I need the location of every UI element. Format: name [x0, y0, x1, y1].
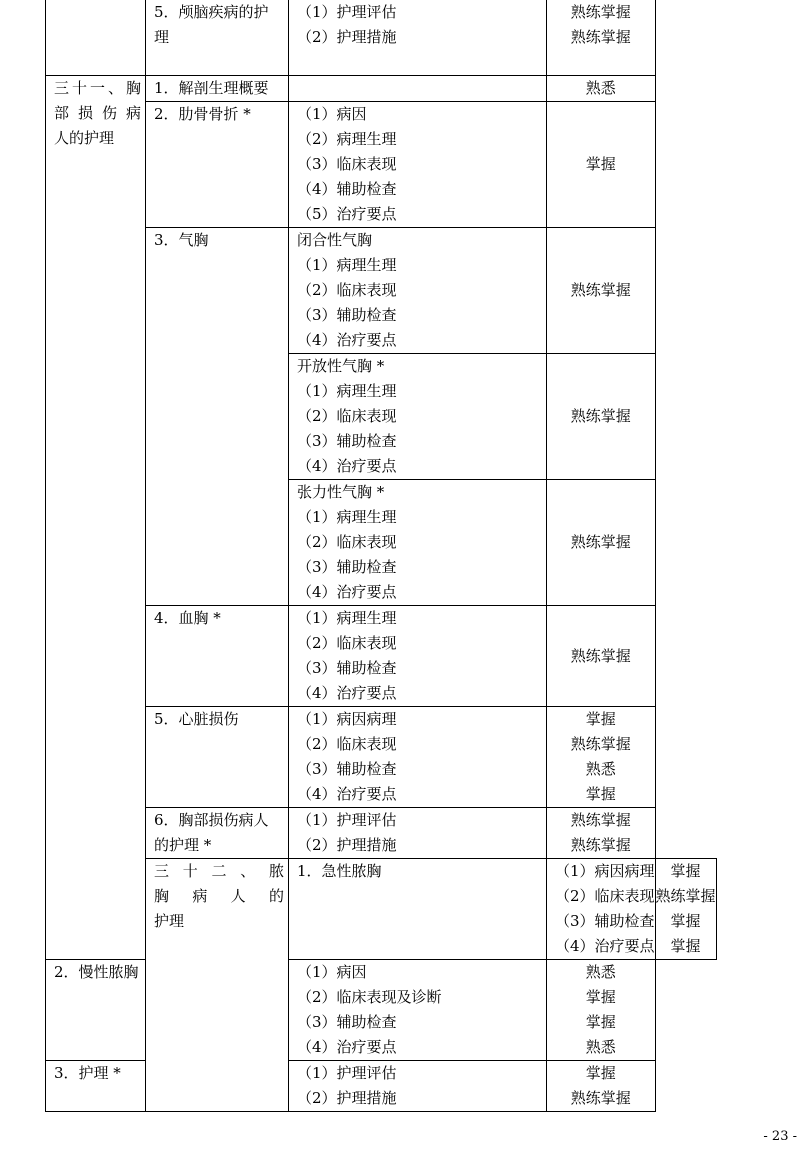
requirement-text: 掌握 — [670, 912, 701, 930]
requirement-cell — [547, 76, 656, 102]
requirement-text: 掌握 — [585, 988, 616, 1006]
content-cell — [289, 102, 547, 228]
content-item: （4）治疗要点 — [555, 937, 655, 955]
requirement-text: 熟练掌握 — [570, 1089, 631, 1107]
table-row — [46, 228, 717, 354]
topic-text: 1．急性脓胸 — [297, 862, 382, 880]
requirement-cell — [547, 0, 656, 76]
topic-cell — [146, 606, 289, 707]
content-item: （1）病因病理 — [555, 862, 655, 880]
topic-text: 2．肋骨骨折 * — [154, 105, 251, 123]
unit-title-line: 部 损 伤 病 — [54, 104, 141, 122]
content-cell — [289, 76, 547, 102]
unit-cell-empty — [46, 0, 146, 76]
topic-cell — [146, 76, 289, 102]
requirement-text: 熟练掌握 — [570, 533, 631, 551]
content-item: （4）治疗要点 — [297, 331, 397, 349]
topic-text: 3．护理 * — [54, 1064, 121, 1082]
requirement-text: 熟练掌握 — [570, 3, 631, 21]
topic-cell — [146, 228, 289, 606]
content-cell — [289, 354, 547, 480]
topic-text: 2．慢性脓胸 — [54, 963, 139, 981]
requirement-cell — [547, 228, 656, 354]
topic-text: 1．解剖生理概要 — [154, 79, 269, 97]
content-cell — [289, 707, 547, 808]
content-item: （1）病因病理 — [297, 710, 397, 728]
table-row — [46, 606, 717, 707]
content-item: （4）治疗要点 — [297, 457, 397, 475]
content-cell — [289, 480, 547, 606]
requirement-text: 熟练掌握 — [655, 887, 716, 905]
content-item: （3）辅助检查 — [297, 659, 397, 677]
unit-title-line: 护理 — [154, 912, 185, 930]
topic-text: 5．心脏损伤 — [154, 710, 239, 728]
content-item: （2）病理生理 — [297, 130, 397, 148]
requirement-text: 熟悉 — [585, 760, 616, 778]
table-row — [46, 707, 717, 808]
topic-cell — [146, 808, 289, 859]
page-number: - 23 - — [763, 1129, 797, 1144]
content-item: （3）辅助检查 — [297, 306, 397, 324]
content-item: （4）治疗要点 — [297, 1038, 397, 1056]
requirement-text: 熟悉 — [585, 963, 616, 981]
content-cell — [289, 808, 547, 859]
content-item: （2）护理措施 — [297, 836, 397, 854]
requirement-cell — [655, 859, 716, 960]
content-item: （3）辅助检查 — [297, 760, 397, 778]
content-item: （4）治疗要点 — [297, 785, 397, 803]
unit-title-line: 人的护理 — [54, 129, 115, 147]
content-item: （1）护理评估 — [297, 811, 397, 829]
requirement-text: 熟悉 — [585, 1038, 616, 1056]
subtopic-heading: 闭合性气胸 — [297, 231, 373, 249]
requirement-cell — [547, 707, 656, 808]
requirement-text: 掌握 — [585, 710, 616, 728]
content-item: （1）病因 — [297, 105, 367, 123]
content-item: （3）辅助检查 — [297, 1013, 397, 1031]
subtopic-heading: 张力性气胸 * — [297, 483, 385, 501]
content-item: （2）临床表现 — [297, 735, 397, 753]
topic-text: 的护理 * — [154, 836, 212, 854]
requirement-text: 熟练掌握 — [570, 646, 631, 665]
topic-text: 5．颅脑疾病的护 — [154, 3, 269, 21]
requirement-cell — [547, 1061, 656, 1112]
requirement-cell — [547, 808, 656, 859]
content-item: （2）临床表现 — [555, 887, 655, 905]
content-cell — [289, 960, 547, 1061]
content-item: （2）临床表现及诊断 — [297, 988, 442, 1006]
requirement-text: 熟练掌握 — [570, 735, 631, 753]
content-cell — [547, 859, 656, 960]
content-item: （2）护理措施 — [297, 1089, 397, 1107]
unit-title-line: 三十一、胸 — [54, 79, 141, 97]
content-item: （1）病理生理 — [297, 382, 397, 400]
requirement-text: 熟练掌握 — [570, 836, 631, 854]
table-row — [46, 102, 717, 228]
unit-title-line: 胸 病 人 的 — [154, 887, 284, 905]
content-item: （2）临床表现 — [297, 533, 397, 551]
requirement-text: 熟练掌握 — [570, 811, 631, 829]
topic-cell — [46, 960, 146, 1061]
content-item: （4）治疗要点 — [297, 583, 397, 601]
content-item: （1）病理生理 — [297, 609, 397, 627]
subtopic-heading: 开放性气胸 * — [297, 357, 385, 375]
topic-text: 3．气胸 — [154, 231, 209, 249]
topic-cell — [146, 102, 289, 228]
unit-title-cell — [146, 859, 289, 1112]
content-item: （2）临床表现 — [297, 407, 397, 425]
content-cell — [289, 606, 547, 707]
content-item: （1）病理生理 — [297, 256, 397, 274]
topic-cell — [46, 1061, 146, 1112]
syllabus-table — [45, 0, 717, 1112]
content-item: （2）临床表现 — [297, 281, 397, 299]
topic-text: 6．胸部损伤病人 — [154, 811, 269, 829]
requirement-text: 熟练掌握 — [570, 28, 631, 46]
requirement-text: 熟悉 — [585, 79, 616, 97]
requirement-text: 掌握 — [670, 937, 701, 955]
content-item: （3）辅助检查 — [297, 558, 397, 576]
content-item: （1）病因 — [297, 963, 367, 981]
unit-title-line: 三十二、脓 — [154, 862, 284, 880]
content-item: （3）辅助检查 — [297, 432, 397, 450]
requirement-text: 熟练掌握 — [570, 407, 631, 425]
topic-cell — [289, 859, 547, 960]
requirement-text: 掌握 — [585, 1013, 616, 1031]
content-item: （2）护理措施 — [297, 28, 397, 46]
table-row — [46, 859, 717, 960]
requirement-text: 掌握 — [670, 862, 701, 880]
requirement-cell — [547, 354, 656, 480]
requirement-text: 掌握 — [585, 785, 616, 803]
table-row — [46, 808, 717, 859]
content-item: （1）护理评估 — [297, 1064, 397, 1082]
requirement-cell — [547, 480, 656, 606]
requirement-text: 掌握 — [585, 1064, 616, 1082]
topic-text: 理 — [154, 28, 170, 46]
requirement-text: 熟练掌握 — [570, 281, 631, 299]
topic-cell — [146, 707, 289, 808]
content-item: （3）辅助检查 — [555, 912, 655, 930]
content-cell — [289, 0, 547, 76]
content-item: （4）治疗要点 — [297, 684, 397, 702]
requirement-cell — [547, 606, 656, 707]
table-row — [46, 0, 717, 76]
table-row — [46, 76, 717, 102]
requirement-text: 掌握 — [585, 155, 616, 173]
requirement-cell — [547, 960, 656, 1061]
content-item: （4）辅助检查 — [297, 180, 397, 198]
topic-cell — [146, 0, 289, 76]
requirement-cell — [547, 102, 656, 228]
content-item: （1）病理生理 — [297, 508, 397, 526]
topic-text: 4．血胸 * — [154, 609, 221, 627]
content-cell — [289, 228, 547, 354]
content-item: （1）护理评估 — [297, 3, 397, 21]
unit-title-cell — [46, 76, 146, 960]
content-item: （2）临床表现 — [297, 634, 397, 652]
content-item: （3）临床表现 — [297, 155, 397, 173]
content-cell — [289, 1061, 547, 1112]
content-item: （5）治疗要点 — [297, 205, 397, 223]
